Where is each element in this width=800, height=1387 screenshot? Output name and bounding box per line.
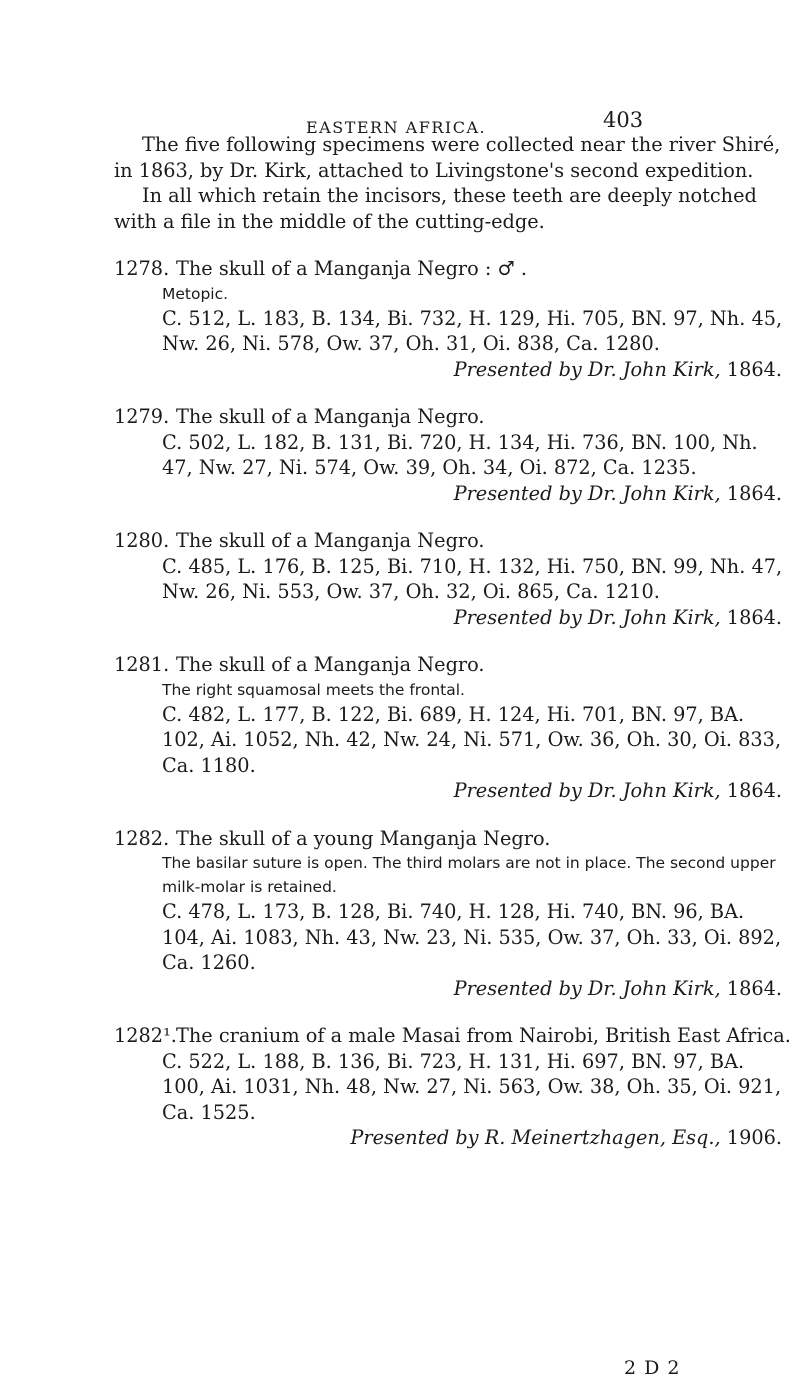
specimen-entry: [114, 826, 792, 1002]
entry-heading: [114, 826, 792, 852]
donation-year: 1864.: [726, 357, 782, 381]
donor-credit: [162, 605, 792, 631]
donor-name: Presented by Dr. John Kirk,: [453, 605, 721, 629]
donor-credit: [162, 778, 792, 804]
entry-body: [162, 282, 792, 383]
specimen-entry: [114, 404, 792, 506]
measurements: C. 482, L. 177, B. 122, Bi. 689, H. 124, Hi. 701, BN. 97, BA. 102, Ai. 1052, Nh. 42, Nw. 24, Ni. 571, Ow. 36, Oh. 30, Oi. 833, Ca. 1180.: [162, 702, 782, 777]
donor-name: Presented by Dr. John Kirk,: [453, 976, 721, 1000]
donor-credit: [162, 357, 792, 383]
entry-heading: [114, 528, 792, 554]
donation-year: 1864.: [726, 481, 782, 505]
entry-body: [162, 851, 792, 1001]
signature-mark: 2 D 2: [624, 1357, 681, 1379]
entry-body: [162, 430, 792, 507]
intro-paragraph: In all which retain the incisors, these teeth are deeply notched with a file in the middle of the cutting-edge.: [114, 184, 757, 233]
donor-name: Presented by Dr. John Kirk,: [453, 481, 721, 505]
donor-name: Presented by Dr. John Kirk,: [453, 779, 721, 802]
catalogue-number: 1281.: [114, 653, 170, 676]
entry-body: [162, 678, 792, 804]
catalogue-number: 1278.: [114, 257, 170, 280]
intro-paragraph: The five following specimens were collected near the river Shiré, in 1863, by Dr. Kirk, attached to Livingstone's second expedition.: [114, 133, 781, 182]
specimen-title: The skull of a young Manganja Negro.: [176, 826, 551, 850]
entry-body: [162, 554, 792, 631]
measurements: C. 478, L. 173, B. 128, Bi. 740, H. 128, Hi. 740, BN. 96, BA. 104, Ai. 1083, Nh. 43, Nw. 23, Ni. 535, Ow. 37, Oh. 33, Oi. 892, Ca. 1260.: [162, 900, 782, 974]
specimen-note: Metopic.: [162, 284, 229, 303]
donor-credit: [162, 976, 792, 1002]
entry-heading: [114, 404, 792, 430]
donor-name: Presented by R. Meinertzhagen, Esq.,: [350, 1126, 721, 1149]
measurements: C. 512, L. 183, B. 134, Bi. 732, H. 129, Hi. 705, BN. 97, Nh. 45, Nw. 26, Ni. 578, Ow. 37, Oh. 31, Oi. 838, Ca. 1280.: [162, 306, 783, 355]
specimen-note: The right squamosal meets the frontal.: [162, 680, 465, 699]
specimen-entry: [114, 528, 792, 630]
donor-credit: [162, 481, 792, 507]
specimen-entry: [114, 256, 792, 382]
measurements: C. 485, L. 176, B. 125, Bi. 710, H. 132, Hi. 750, BN. 99, Nh. 47, Nw. 26, Ni. 553, Ow. 37, Oh. 32, Oi. 865, Ca. 1210.: [162, 554, 783, 603]
page-body: [114, 132, 792, 1151]
catalogue-number: 1282¹.: [114, 1024, 177, 1047]
catalogue-number: 1282.: [114, 826, 170, 850]
specimen-title: The skull of a Manganja Negro.: [176, 653, 485, 676]
specimen-entry: [114, 652, 792, 804]
specimen-title: The skull of a Manganja Negro : ♂ .: [176, 257, 528, 280]
catalogue-number: 1280.: [114, 529, 170, 552]
donation-year: 1864.: [726, 976, 782, 1000]
specimen-note: The basilar suture is open. The third molars are not in place. The second upper milk-molar is retained.: [162, 854, 776, 896]
running-title: EASTERN AFRICA.: [306, 118, 487, 137]
donor-name: Presented by Dr. John Kirk,: [453, 357, 721, 381]
specimen-title: The skull of a Manganja Negro.: [176, 529, 485, 552]
measurements: C. 502, L. 182, B. 131, Bi. 720, H. 134, Hi. 736, BN. 100, Nh. 47, Nw. 27, Ni. 574, Ow. 39, Oh. 34, Oi. 872, Ca. 1235.: [162, 430, 758, 479]
donor-credit: [162, 1125, 792, 1151]
entry-heading: [114, 256, 792, 282]
catalogue-number: 1279.: [114, 405, 170, 428]
page-number: 403: [603, 108, 644, 132]
specimen-entry: [114, 1023, 792, 1151]
specimen-title: The cranium of a male Masai from Nairobi, British East Africa.: [176, 1024, 791, 1047]
donation-year: 1864.: [726, 605, 782, 629]
specimen-title: The skull of a Manganja Negro.: [176, 405, 485, 428]
donation-year: 1906.: [726, 1126, 782, 1149]
donation-year: 1864.: [726, 779, 782, 802]
entry-body: [162, 1049, 792, 1151]
measurements: C. 522, L. 188, B. 136, Bi. 723, H. 131, Hi. 697, BN. 97, BA. 100, Ai. 1031, Nh. 48, Nw. 27, Ni. 563, Ow. 38, Oh. 35, Oi. 921, Ca. 1525.: [162, 1049, 782, 1124]
entry-heading: [114, 1023, 792, 1049]
specimen-list: [114, 256, 792, 1151]
entry-heading: [114, 652, 792, 678]
